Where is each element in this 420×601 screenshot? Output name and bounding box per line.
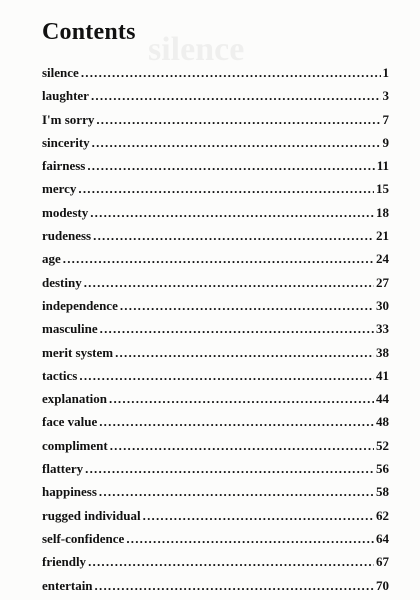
entry-page-number: 44: [376, 391, 389, 407]
entry-title: rugged individual: [42, 507, 141, 523]
dot-leader: [84, 275, 374, 291]
entry-page-number: 41: [376, 367, 389, 383]
dot-leader: [91, 88, 381, 104]
entry-title: entertain: [42, 577, 93, 593]
entry-page-number: 27: [376, 274, 389, 290]
table-of-contents: [42, 65, 389, 601]
entry-page-number: 3: [382, 88, 389, 104]
entry-title: silence: [42, 65, 79, 80]
dot-leader: [100, 321, 374, 337]
dot-leader: [96, 112, 380, 128]
entry-title: age: [42, 251, 61, 267]
toc-entry: [42, 88, 389, 111]
toc-entry: [42, 135, 389, 158]
entry-page-number: 48: [376, 414, 389, 430]
dot-leader: [95, 578, 374, 594]
toc-entry: [42, 531, 389, 554]
toc-entry: [42, 65, 389, 88]
entry-page-number: 38: [376, 344, 389, 360]
entry-title: masculine: [42, 321, 98, 337]
entry-page-number: 24: [376, 251, 389, 267]
toc-entry: [42, 181, 389, 204]
entry-title: happiness: [42, 484, 97, 500]
dot-leader: [126, 531, 374, 547]
entry-page-number: 18: [376, 204, 389, 220]
entry-title: rudeness: [42, 228, 92, 244]
page-title: Contents: [42, 19, 136, 45]
entry-title: compliment: [42, 437, 108, 453]
show-through-text: silence: [148, 31, 245, 68]
entry-title: mercy: [42, 181, 77, 197]
toc-entry: [42, 578, 389, 601]
entry-page-number: 70: [376, 577, 389, 593]
dot-leader: [120, 298, 374, 314]
dot-leader: [88, 554, 374, 570]
dot-leader: [110, 438, 374, 454]
entry-page-number: 67: [376, 554, 389, 570]
entry-page-number: 62: [376, 507, 389, 523]
toc-entry: [42, 228, 389, 251]
dot-leader: [90, 205, 374, 221]
entry-title: face value: [42, 414, 98, 430]
entry-page-number: 9: [382, 134, 389, 150]
entry-title: tactics: [42, 367, 78, 383]
entry-title: friendly: [42, 554, 87, 570]
entry-title: sincerity: [42, 134, 90, 150]
dot-leader: [99, 414, 374, 430]
dot-leader: [115, 345, 374, 361]
entry-page-number: 64: [376, 530, 389, 546]
toc-entry: [42, 298, 389, 321]
toc-entry: [42, 158, 389, 181]
toc-entry: [42, 321, 389, 344]
toc-entry: [42, 438, 389, 461]
entry-page-number: 56: [376, 461, 389, 477]
entry-page-number: 33: [376, 321, 389, 337]
toc-entry: [42, 345, 389, 368]
entry-page-number: 30: [376, 297, 389, 313]
toc-entry: [42, 251, 389, 274]
dot-leader: [109, 391, 374, 407]
toc-entry: [42, 205, 389, 228]
entry-page-number: 58: [376, 484, 389, 500]
dot-leader: [92, 135, 381, 151]
entry-title: modesty: [42, 204, 89, 220]
entry-page-number: 15: [376, 181, 389, 197]
toc-entry: [42, 368, 389, 391]
entry-title: destiny: [42, 274, 82, 290]
entry-page-number: 21: [376, 228, 389, 244]
entry-title: fairness: [42, 158, 86, 174]
dot-leader: [79, 368, 374, 384]
entry-title: laughter: [42, 88, 89, 104]
entry-page-number: 7: [382, 111, 389, 127]
toc-entry: [42, 391, 389, 414]
toc-entry: [42, 554, 389, 577]
entry-page-number: 52: [376, 437, 389, 453]
toc-entry: [42, 461, 389, 484]
entry-page-number: 11: [376, 158, 389, 174]
dot-leader: [78, 181, 374, 197]
dot-leader: [85, 461, 374, 477]
toc-entry: [42, 414, 389, 437]
toc-entry: [42, 484, 389, 507]
entry-title: independence: [42, 297, 118, 313]
entry-title: explanation: [42, 391, 108, 407]
dot-leader: [63, 251, 374, 267]
entry-title: self-confidence: [42, 530, 125, 546]
dot-leader: [143, 508, 374, 524]
entry-title: I'm sorry: [42, 111, 95, 127]
dot-leader: [99, 484, 374, 500]
dot-leader: [81, 65, 381, 81]
toc-entry: [42, 112, 389, 135]
dot-leader: [93, 228, 374, 244]
toc-entry: [42, 508, 389, 531]
entry-title: merit system: [42, 344, 114, 360]
entry-title: flattery: [42, 461, 84, 477]
dot-leader: [87, 158, 374, 174]
entry-page-number: 1: [382, 65, 389, 80]
toc-entry: [42, 275, 389, 298]
